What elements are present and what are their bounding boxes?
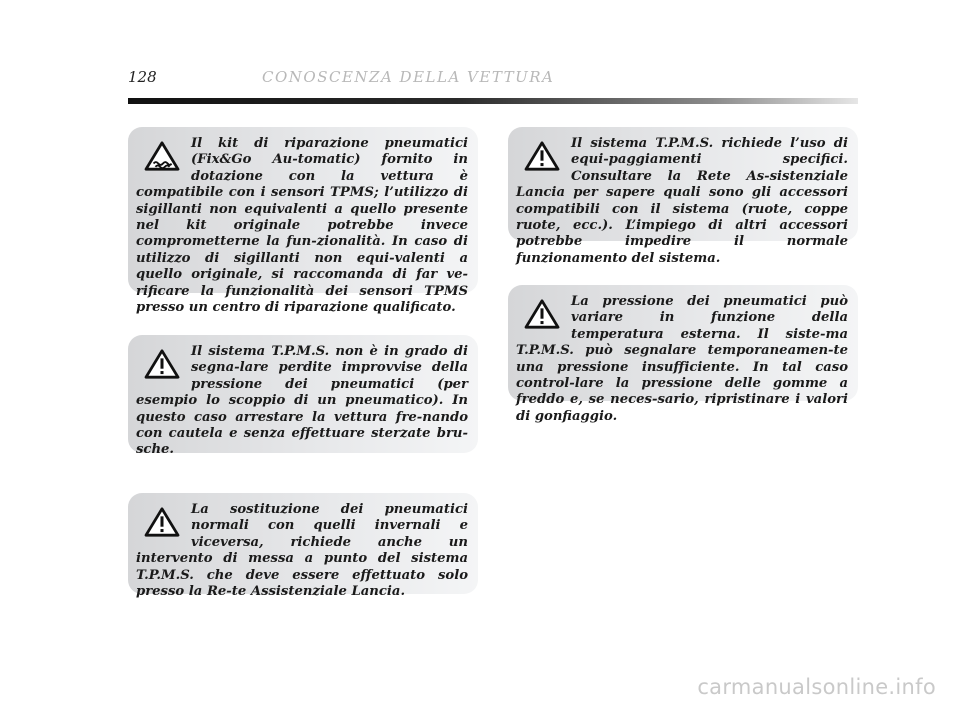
warning-box-specific-equipment [508,127,858,266]
running-title: CONOSCENZA DELLA VETTURA [262,68,555,86]
warning-text: La pressione dei pneumatici può variare in funzione della temperatura esterna. Il siste-ma T.P.M.S. può segnalare temporaneamen-te una pressione insufficiente. In tal caso control-lare la pressione delle gomme a freddo e, se neces-sario, ripristinare i valori di gonfiaggio. [516,294,848,424]
warning-triangle-icon [143,140,181,172]
warning-box-winter-tyres [128,493,478,600]
warning-triangle-icon [523,298,561,330]
warning-triangle-icon [143,506,181,538]
page-number: 128 [128,68,157,86]
warning-text: Il sistema T.P.M.S. richiede l’uso di equi-paggiamenti specifici. Consultare la Rete As-sistenziale Lancia per sapere quali sono gli accessori compatibili con il sistema (ruote, coppe ruote, ecc.). L’impiego di altri accessori potrebbe impedire il normale funzionamento del sistema. [516,136,848,266]
watermark: carmanualsonline.info [697,675,936,699]
warning-box-sealant-kit [128,127,478,316]
warning-text: Il sistema T.P.M.S. non è in grado di segna-lare perdite improvvise della pressione dei pneumatici (per esempio lo scoppio di un pneumatico). In questo caso arrestare la vettura fre-nando con cautela e senza effettuare sterzate bru-sche. [136,344,468,458]
warning-triangle-icon [523,140,561,172]
warning-box-temperature-pressure [508,285,858,424]
warning-triangle-icon [143,348,181,380]
warning-text: Il kit di riparazione pneumatici (Fix&Go Au-tomatic) fornito in dotazione con la vettura è compatibile con i sensori TPMS; l’utilizzo di sigillanti non equivalenti a quello presente nel kit originale potrebbe invece comprometterne la fun-zionalità. In caso di utilizzo di sigillanti non equi-valenti a quello originale, si raccomanda di far ve-rificare la funzionalità dei sensori TPMS presso un centro di riparazione qualificato. [136,136,468,316]
warning-box-sudden-pressure-loss [128,335,478,458]
header-rule [128,98,858,104]
warning-text: La sostituzione dei pneumatici normali con quelli invernali e viceversa, richiede anche un intervento di messa a punto del sistema T.P.M.S. che deve essere effettuato solo presso la Re-te Assistenziale Lancia. [136,502,468,600]
